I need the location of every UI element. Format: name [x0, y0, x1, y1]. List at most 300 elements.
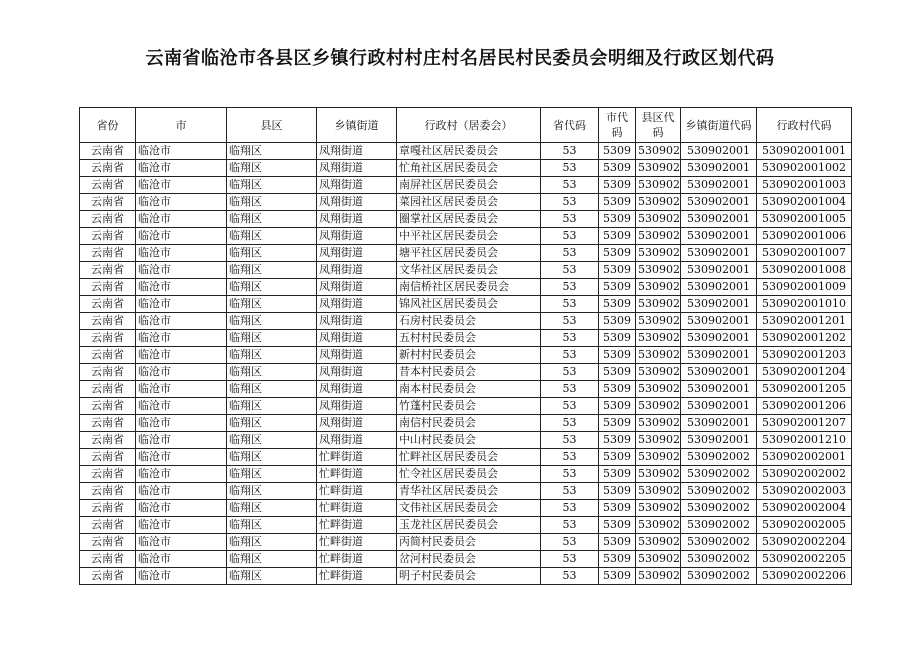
city-cell: 临沧市	[136, 347, 227, 364]
county-code-cell: 530902	[636, 432, 681, 449]
town-cell: 凤翔街道	[317, 296, 397, 313]
town-cell: 凤翔街道	[317, 279, 397, 296]
table-row	[80, 228, 852, 245]
village-code-cell: 530902002003	[757, 483, 852, 500]
table-row	[80, 381, 852, 398]
province-cell: 云南省	[80, 398, 136, 415]
town-cell: 忙畔街道	[317, 534, 397, 551]
village-cell: 中平社区居民委员会	[397, 228, 541, 245]
province-code-cell: 53	[541, 517, 599, 534]
county-code-cell: 530902	[636, 381, 681, 398]
table-row	[80, 483, 852, 500]
town-cell: 凤翔街道	[317, 194, 397, 211]
county-cell: 临翔区	[227, 279, 317, 296]
town-code-cell: 530902001	[681, 347, 757, 364]
town-cell: 凤翔街道	[317, 211, 397, 228]
city-code-cell: 5309	[599, 262, 636, 279]
town-cell: 凤翔街道	[317, 398, 397, 415]
town-cell: 凤翔街道	[317, 177, 397, 194]
city-code-cell: 5309	[599, 483, 636, 500]
county-code-cell: 530902	[636, 160, 681, 177]
header-village: 行政村（居委会）	[397, 108, 541, 143]
town-code-cell: 530902002	[681, 551, 757, 568]
table-row	[80, 500, 852, 517]
province-cell: 云南省	[80, 211, 136, 228]
city-code-cell: 5309	[599, 279, 636, 296]
town-cell: 凤翔街道	[317, 364, 397, 381]
province-code-cell: 53	[541, 432, 599, 449]
province-cell: 云南省	[80, 347, 136, 364]
town-cell: 凤翔街道	[317, 381, 397, 398]
village-code-cell: 530902002001	[757, 449, 852, 466]
city-code-cell: 5309	[599, 296, 636, 313]
table-row	[80, 364, 852, 381]
province-cell: 云南省	[80, 432, 136, 449]
city-cell: 临沧市	[136, 228, 227, 245]
city-code-cell: 5309	[599, 245, 636, 262]
province-code-cell: 53	[541, 449, 599, 466]
town-code-cell: 530902001	[681, 415, 757, 432]
province-cell: 云南省	[80, 551, 136, 568]
village-code-cell: 530902001006	[757, 228, 852, 245]
province-code-cell: 53	[541, 143, 599, 160]
town-cell: 忙畔街道	[317, 449, 397, 466]
village-cell: 岔河村民委员会	[397, 551, 541, 568]
province-code-cell: 53	[541, 364, 599, 381]
village-code-cell: 530902001207	[757, 415, 852, 432]
province-cell: 云南省	[80, 517, 136, 534]
village-code-cell: 530902001203	[757, 347, 852, 364]
village-code-cell: 530902001010	[757, 296, 852, 313]
city-cell: 临沧市	[136, 211, 227, 228]
city-code-cell: 5309	[599, 398, 636, 415]
county-code-cell: 530902	[636, 500, 681, 517]
county-cell: 临翔区	[227, 313, 317, 330]
city-cell: 临沧市	[136, 415, 227, 432]
table-row	[80, 568, 852, 585]
province-code-cell: 53	[541, 534, 599, 551]
table-row	[80, 534, 852, 551]
village-code-cell: 530902002206	[757, 568, 852, 585]
table-row	[80, 279, 852, 296]
city-cell: 临沧市	[136, 568, 227, 585]
province-cell: 云南省	[80, 415, 136, 432]
table-row	[80, 211, 852, 228]
city-code-cell: 5309	[599, 517, 636, 534]
village-code-cell: 530902001210	[757, 432, 852, 449]
village-cell: 文伟社区居民委员会	[397, 500, 541, 517]
village-cell: 石房村民委员会	[397, 313, 541, 330]
village-code-cell: 530902001007	[757, 245, 852, 262]
village-cell: 新村村民委员会	[397, 347, 541, 364]
town-cell: 凤翔街道	[317, 245, 397, 262]
table-row	[80, 245, 852, 262]
province-code-cell: 53	[541, 296, 599, 313]
city-code-cell: 5309	[599, 568, 636, 585]
city-code-cell: 5309	[599, 177, 636, 194]
province-cell: 云南省	[80, 364, 136, 381]
province-cell: 云南省	[80, 296, 136, 313]
village-cell: 南信村民委员会	[397, 415, 541, 432]
table-row	[80, 347, 852, 364]
province-code-cell: 53	[541, 415, 599, 432]
village-code-cell: 530902001005	[757, 211, 852, 228]
table-row	[80, 432, 852, 449]
table-row	[80, 449, 852, 466]
city-code-cell: 5309	[599, 551, 636, 568]
town-code-cell: 530902001	[681, 330, 757, 347]
village-cell: 锦风社区居民委员会	[397, 296, 541, 313]
province-code-cell: 53	[541, 194, 599, 211]
village-cell: 圈掌社区居民委员会	[397, 211, 541, 228]
county-cell: 临翔区	[227, 347, 317, 364]
village-cell: 忙令社区居民委员会	[397, 466, 541, 483]
county-cell: 临翔区	[227, 432, 317, 449]
city-code-cell: 5309	[599, 194, 636, 211]
county-code-cell: 530902	[636, 517, 681, 534]
county-cell: 临翔区	[227, 466, 317, 483]
county-cell: 临翔区	[227, 262, 317, 279]
county-cell: 临翔区	[227, 415, 317, 432]
village-code-cell: 530902001204	[757, 364, 852, 381]
city-code-cell: 5309	[599, 160, 636, 177]
province-cell: 云南省	[80, 568, 136, 585]
city-cell: 临沧市	[136, 194, 227, 211]
province-code-cell: 53	[541, 381, 599, 398]
city-code-cell: 5309	[599, 228, 636, 245]
city-cell: 临沧市	[136, 279, 227, 296]
county-code-cell: 530902	[636, 296, 681, 313]
table-body	[80, 143, 852, 585]
city-cell: 临沧市	[136, 262, 227, 279]
village-code-cell: 530902002204	[757, 534, 852, 551]
village-cell: 明子村民委员会	[397, 568, 541, 585]
province-code-cell: 53	[541, 466, 599, 483]
city-code-cell: 5309	[599, 534, 636, 551]
village-code-cell: 530902002002	[757, 466, 852, 483]
city-code-cell: 5309	[599, 143, 636, 160]
header-village-code: 行政村代码	[757, 108, 852, 143]
town-cell: 凤翔街道	[317, 313, 397, 330]
county-cell: 临翔区	[227, 160, 317, 177]
village-cell: 忙畔社区居民委员会	[397, 449, 541, 466]
county-code-cell: 530902	[636, 228, 681, 245]
city-cell: 临沧市	[136, 449, 227, 466]
city-code-cell: 5309	[599, 432, 636, 449]
village-cell: 南屏社区居民委员会	[397, 177, 541, 194]
city-cell: 临沧市	[136, 177, 227, 194]
city-cell: 临沧市	[136, 517, 227, 534]
village-code-cell: 530902001206	[757, 398, 852, 415]
table-row	[80, 143, 852, 160]
county-code-cell: 530902	[636, 449, 681, 466]
table-row	[80, 517, 852, 534]
province-cell: 云南省	[80, 245, 136, 262]
county-code-cell: 530902	[636, 143, 681, 160]
town-code-cell: 530902001	[681, 381, 757, 398]
county-cell: 临翔区	[227, 143, 317, 160]
table-row	[80, 313, 852, 330]
town-cell: 凤翔街道	[317, 228, 397, 245]
province-code-cell: 53	[541, 398, 599, 415]
header-province-code: 省代码	[541, 108, 599, 143]
town-code-cell: 530902001	[681, 296, 757, 313]
city-cell: 临沧市	[136, 534, 227, 551]
village-code-cell: 530902001201	[757, 313, 852, 330]
province-cell: 云南省	[80, 228, 136, 245]
town-cell: 忙畔街道	[317, 568, 397, 585]
county-cell: 临翔区	[227, 517, 317, 534]
village-code-cell: 530902002205	[757, 551, 852, 568]
county-code-cell: 530902	[636, 347, 681, 364]
province-code-cell: 53	[541, 262, 599, 279]
village-code-cell: 530902002005	[757, 517, 852, 534]
county-cell: 临翔区	[227, 568, 317, 585]
header-province: 省份	[80, 108, 136, 143]
province-cell: 云南省	[80, 330, 136, 347]
town-code-cell: 530902002	[681, 517, 757, 534]
city-cell: 临沧市	[136, 143, 227, 160]
province-cell: 云南省	[80, 500, 136, 517]
town-cell: 忙畔街道	[317, 500, 397, 517]
city-cell: 临沧市	[136, 245, 227, 262]
village-cell: 竹蓬村民委员会	[397, 398, 541, 415]
village-cell: 章嘎社区居民委员会	[397, 143, 541, 160]
town-code-cell: 530902002	[681, 500, 757, 517]
town-cell: 凤翔街道	[317, 262, 397, 279]
province-code-cell: 53	[541, 177, 599, 194]
town-code-cell: 530902002	[681, 466, 757, 483]
village-cell: 青华社区居民委员会	[397, 483, 541, 500]
province-code-cell: 53	[541, 245, 599, 262]
county-code-cell: 530902	[636, 568, 681, 585]
province-code-cell: 53	[541, 500, 599, 517]
county-code-cell: 530902	[636, 194, 681, 211]
province-code-cell: 53	[541, 228, 599, 245]
table-row	[80, 177, 852, 194]
town-code-cell: 530902002	[681, 568, 757, 585]
city-code-cell: 5309	[599, 381, 636, 398]
county-code-cell: 530902	[636, 313, 681, 330]
city-code-cell: 5309	[599, 364, 636, 381]
county-code-cell: 530902	[636, 262, 681, 279]
town-code-cell: 530902001	[681, 194, 757, 211]
town-cell: 忙畔街道	[317, 551, 397, 568]
county-code-cell: 530902	[636, 398, 681, 415]
town-cell: 凤翔街道	[317, 432, 397, 449]
village-code-cell: 530902001008	[757, 262, 852, 279]
province-cell: 云南省	[80, 143, 136, 160]
header-city: 市	[136, 108, 227, 143]
city-cell: 临沧市	[136, 381, 227, 398]
village-code-cell: 530902001009	[757, 279, 852, 296]
town-code-cell: 530902001	[681, 177, 757, 194]
county-cell: 临翔区	[227, 177, 317, 194]
province-code-cell: 53	[541, 347, 599, 364]
table-header-row	[80, 108, 852, 143]
county-cell: 临翔区	[227, 194, 317, 211]
county-cell: 临翔区	[227, 228, 317, 245]
province-cell: 云南省	[80, 160, 136, 177]
table-row	[80, 330, 852, 347]
town-code-cell: 530902001	[681, 279, 757, 296]
province-cell: 云南省	[80, 534, 136, 551]
province-code-cell: 53	[541, 160, 599, 177]
town-code-cell: 530902001	[681, 160, 757, 177]
town-cell: 忙畔街道	[317, 517, 397, 534]
header-county-code: 县区代码	[636, 108, 681, 143]
province-code-cell: 53	[541, 211, 599, 228]
county-cell: 临翔区	[227, 381, 317, 398]
province-cell: 云南省	[80, 483, 136, 500]
county-cell: 临翔区	[227, 211, 317, 228]
town-code-cell: 530902002	[681, 449, 757, 466]
village-code-cell: 530902001205	[757, 381, 852, 398]
village-code-cell: 530902001002	[757, 160, 852, 177]
header-town: 乡镇街道	[317, 108, 397, 143]
county-cell: 临翔区	[227, 551, 317, 568]
county-code-cell: 530902	[636, 245, 681, 262]
county-cell: 临翔区	[227, 364, 317, 381]
town-code-cell: 530902001	[681, 143, 757, 160]
town-code-cell: 530902001	[681, 228, 757, 245]
city-code-cell: 5309	[599, 330, 636, 347]
city-code-cell: 5309	[599, 500, 636, 517]
village-cell: 昔本村民委员会	[397, 364, 541, 381]
city-code-cell: 5309	[599, 211, 636, 228]
village-cell: 五村村民委员会	[397, 330, 541, 347]
village-cell: 丙简村民委员会	[397, 534, 541, 551]
village-cell: 文华社区居民委员会	[397, 262, 541, 279]
header-county: 县区	[227, 108, 317, 143]
village-cell: 中山村民委员会	[397, 432, 541, 449]
table-row	[80, 415, 852, 432]
province-cell: 云南省	[80, 449, 136, 466]
table-row	[80, 551, 852, 568]
city-cell: 临沧市	[136, 160, 227, 177]
province-cell: 云南省	[80, 177, 136, 194]
town-cell: 凤翔街道	[317, 160, 397, 177]
county-code-cell: 530902	[636, 483, 681, 500]
village-code-cell: 530902001003	[757, 177, 852, 194]
county-code-cell: 530902	[636, 177, 681, 194]
city-code-cell: 5309	[599, 449, 636, 466]
header-city-code: 市代码	[599, 108, 636, 143]
city-code-cell: 5309	[599, 466, 636, 483]
county-cell: 临翔区	[227, 330, 317, 347]
town-code-cell: 530902001	[681, 398, 757, 415]
county-cell: 临翔区	[227, 245, 317, 262]
village-cell: 塘平社区居民委员会	[397, 245, 541, 262]
province-code-cell: 53	[541, 568, 599, 585]
city-cell: 临沧市	[136, 296, 227, 313]
village-cell: 菜园社区居民委员会	[397, 194, 541, 211]
village-code-cell: 530902002004	[757, 500, 852, 517]
county-cell: 临翔区	[227, 398, 317, 415]
county-code-cell: 530902	[636, 551, 681, 568]
town-code-cell: 530902001	[681, 245, 757, 262]
city-cell: 临沧市	[136, 483, 227, 500]
county-cell: 临翔区	[227, 500, 317, 517]
city-code-cell: 5309	[599, 415, 636, 432]
province-code-cell: 53	[541, 483, 599, 500]
document-title: 云南省临沧市各县区乡镇行政村村庄村名居民村民委员会明细及行政区划代码	[145, 48, 775, 69]
table-row	[80, 160, 852, 177]
county-code-cell: 530902	[636, 364, 681, 381]
county-code-cell: 530902	[636, 279, 681, 296]
village-cell: 玉龙社区居民委员会	[397, 517, 541, 534]
province-cell: 云南省	[80, 279, 136, 296]
county-code-cell: 530902	[636, 466, 681, 483]
province-cell: 云南省	[80, 313, 136, 330]
county-cell: 临翔区	[227, 296, 317, 313]
county-code-cell: 530902	[636, 211, 681, 228]
village-cell: 南本村民委员会	[397, 381, 541, 398]
county-cell: 临翔区	[227, 449, 317, 466]
region-code-table	[79, 107, 852, 585]
province-code-cell: 53	[541, 279, 599, 296]
county-cell: 临翔区	[227, 534, 317, 551]
city-cell: 临沧市	[136, 500, 227, 517]
village-cell: 南信桥社区居民委员会	[397, 279, 541, 296]
city-code-cell: 5309	[599, 347, 636, 364]
province-cell: 云南省	[80, 466, 136, 483]
town-cell: 忙畔街道	[317, 483, 397, 500]
table-row	[80, 296, 852, 313]
city-cell: 临沧市	[136, 432, 227, 449]
province-code-cell: 53	[541, 313, 599, 330]
town-code-cell: 530902002	[681, 534, 757, 551]
county-cell: 临翔区	[227, 483, 317, 500]
header-town-code: 乡镇街道代码	[681, 108, 757, 143]
village-code-cell: 530902001202	[757, 330, 852, 347]
town-code-cell: 530902002	[681, 483, 757, 500]
table-row	[80, 194, 852, 211]
city-code-cell: 5309	[599, 313, 636, 330]
town-cell: 凤翔街道	[317, 143, 397, 160]
county-code-cell: 530902	[636, 415, 681, 432]
table-row	[80, 466, 852, 483]
table-row	[80, 262, 852, 279]
province-code-cell: 53	[541, 330, 599, 347]
province-cell: 云南省	[80, 194, 136, 211]
city-cell: 临沧市	[136, 330, 227, 347]
town-code-cell: 530902001	[681, 313, 757, 330]
village-cell: 忙角社区居民委员会	[397, 160, 541, 177]
town-cell: 凤翔街道	[317, 347, 397, 364]
town-cell: 凤翔街道	[317, 415, 397, 432]
city-cell: 临沧市	[136, 398, 227, 415]
town-cell: 凤翔街道	[317, 330, 397, 347]
city-cell: 临沧市	[136, 313, 227, 330]
province-cell: 云南省	[80, 262, 136, 279]
city-cell: 临沧市	[136, 551, 227, 568]
town-code-cell: 530902001	[681, 364, 757, 381]
town-code-cell: 530902001	[681, 432, 757, 449]
town-code-cell: 530902001	[681, 211, 757, 228]
province-code-cell: 53	[541, 551, 599, 568]
village-code-cell: 530902001004	[757, 194, 852, 211]
city-cell: 临沧市	[136, 364, 227, 381]
county-code-cell: 530902	[636, 534, 681, 551]
city-cell: 临沧市	[136, 466, 227, 483]
town-cell: 忙畔街道	[317, 466, 397, 483]
county-code-cell: 530902	[636, 330, 681, 347]
province-cell: 云南省	[80, 381, 136, 398]
town-code-cell: 530902001	[681, 262, 757, 279]
table-row	[80, 398, 852, 415]
village-code-cell: 530902001001	[757, 143, 852, 160]
